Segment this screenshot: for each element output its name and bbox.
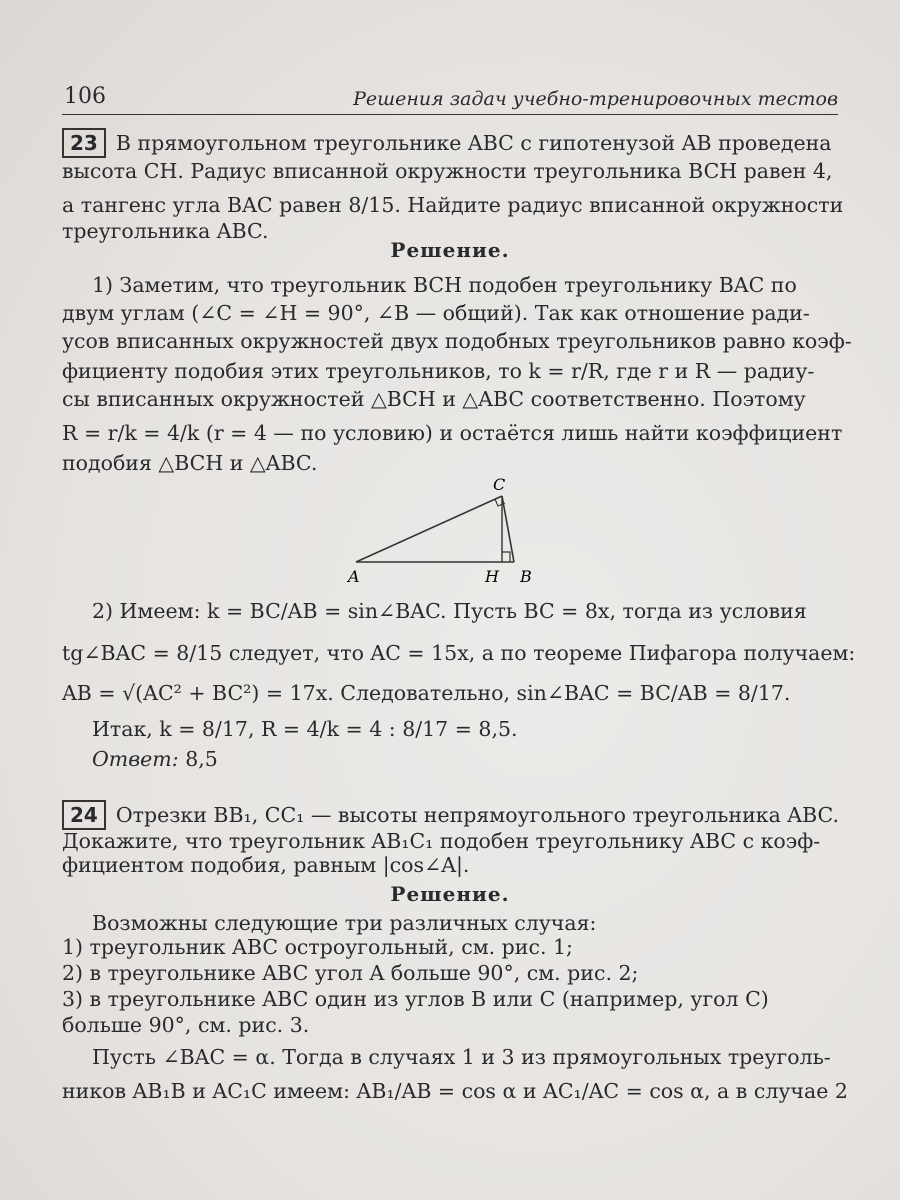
solution-24-line-6: Пусть ∠BAC = α. Тогда в случаях 1 и 3 из прямоугольных треуголь-: [92, 1045, 831, 1069]
problem-23-line-3: а тангенс угла BAC равен 8/15. Найдите радиус вписанной окружности: [62, 193, 844, 217]
solution-title-24: Решение.: [390, 882, 510, 906]
problem-23-line-1: 23 В прямоугольном треугольнике ABC с гипотенузой AB проведена: [62, 128, 832, 158]
solution-23-line-2: двум углам (∠C = ∠H = 90°, ∠B — общий). Так как отношение ради-: [62, 301, 810, 325]
problem-number-24: 24: [62, 800, 106, 830]
solution-23-line-7: подобия △BCH и △ABC.: [62, 451, 318, 475]
problem-24-line-2: Докажите, что треугольник AB₁C₁ подобен треугольнику ABC с коэф-: [62, 829, 821, 853]
solution-23-line-3: усов вписанных окружностей двух подобных треугольников равно коэф-: [62, 329, 852, 353]
solution-23-line-5: сы вписанных окружностей △BCH и △ABC соответственно. Поэтому: [62, 387, 806, 411]
solution-24-line-2: 1) треугольник ABC остроугольный, см. рис. 1;: [62, 935, 573, 959]
solution2-23-line-4: Итак, k = 8/17, R = 4/k = 4 : 8/17 = 8,5.: [92, 717, 518, 741]
solution-23-line-4: фициенту подобия этих треугольников, то k = r/R, где r и R — радиу-: [62, 359, 815, 383]
problem-24-line-3: фициентом подобия, равным |cos∠A|.: [62, 853, 470, 877]
problem-23-line-2: высота CH. Радиус вписанной окружности треугольника BCH равен 4,: [62, 159, 833, 183]
right-angle-mark-h: [502, 552, 510, 562]
solution-23-line-1: 1) Заметим, что треугольник BCH подобен треугольнику BAC по: [92, 273, 797, 297]
problem-number-23: 23: [62, 128, 106, 158]
page-header: [62, 82, 838, 115]
problem-23-line-4: треугольника ABC.: [62, 219, 269, 243]
solution2-23-line-2: tg∠BAC = 8/15 следует, что AC = 15x, а по теореме Пифагора получаем:: [62, 641, 856, 665]
page-number: 106: [64, 84, 106, 109]
label-c: C: [493, 475, 506, 494]
label-h: H: [485, 567, 499, 586]
triangle-figure: [340, 470, 560, 590]
solution-24-line-5: больше 90°, см. рис. 3.: [62, 1013, 310, 1037]
solution-24-line-1: Возможны следующие три различных случая:: [92, 911, 597, 935]
solution-24-line-4: 3) в треугольнике ABC один из углов B или C (например, угол C): [62, 987, 769, 1011]
side-ac: [356, 496, 502, 562]
solution2-23-line-3: AB = √(AC² + BC²) = 17x. Следовательно, sin∠BAC = BC/AB = 8/17.: [62, 681, 791, 705]
solution-23-line-6: R = r/k = 4/k (r = 4 — по условию) и остаётся лишь найти коэффициент: [62, 421, 843, 445]
problem-24-line-1: 24 Отрезки BB₁, CC₁ — высоты непрямоугольного треугольника ABC.: [62, 800, 839, 830]
solution-title-23: Решение.: [390, 238, 510, 262]
solution-24-line-7: ников AB₁B и AC₁C имеем: AB₁/AB = cos α и AC₁/AC = cos α, а в случае 2: [62, 1079, 848, 1103]
answer-23: [92, 746, 218, 772]
label-b: B: [520, 567, 532, 586]
answer-value: 8,5: [185, 747, 218, 771]
solution2-23-line-1: 2) Имеем: k = BC/AB = sin∠BAC. Пусть BC = 8x, тогда из условия: [92, 599, 807, 623]
label-a: A: [348, 567, 360, 586]
answer-label: Ответ:: [92, 747, 179, 771]
running-title: Решения задач учебно-тренировочных тестов: [353, 88, 838, 110]
solution-24-line-3: 2) в треугольнике ABC угол A больше 90°, см. рис. 2;: [62, 961, 639, 985]
